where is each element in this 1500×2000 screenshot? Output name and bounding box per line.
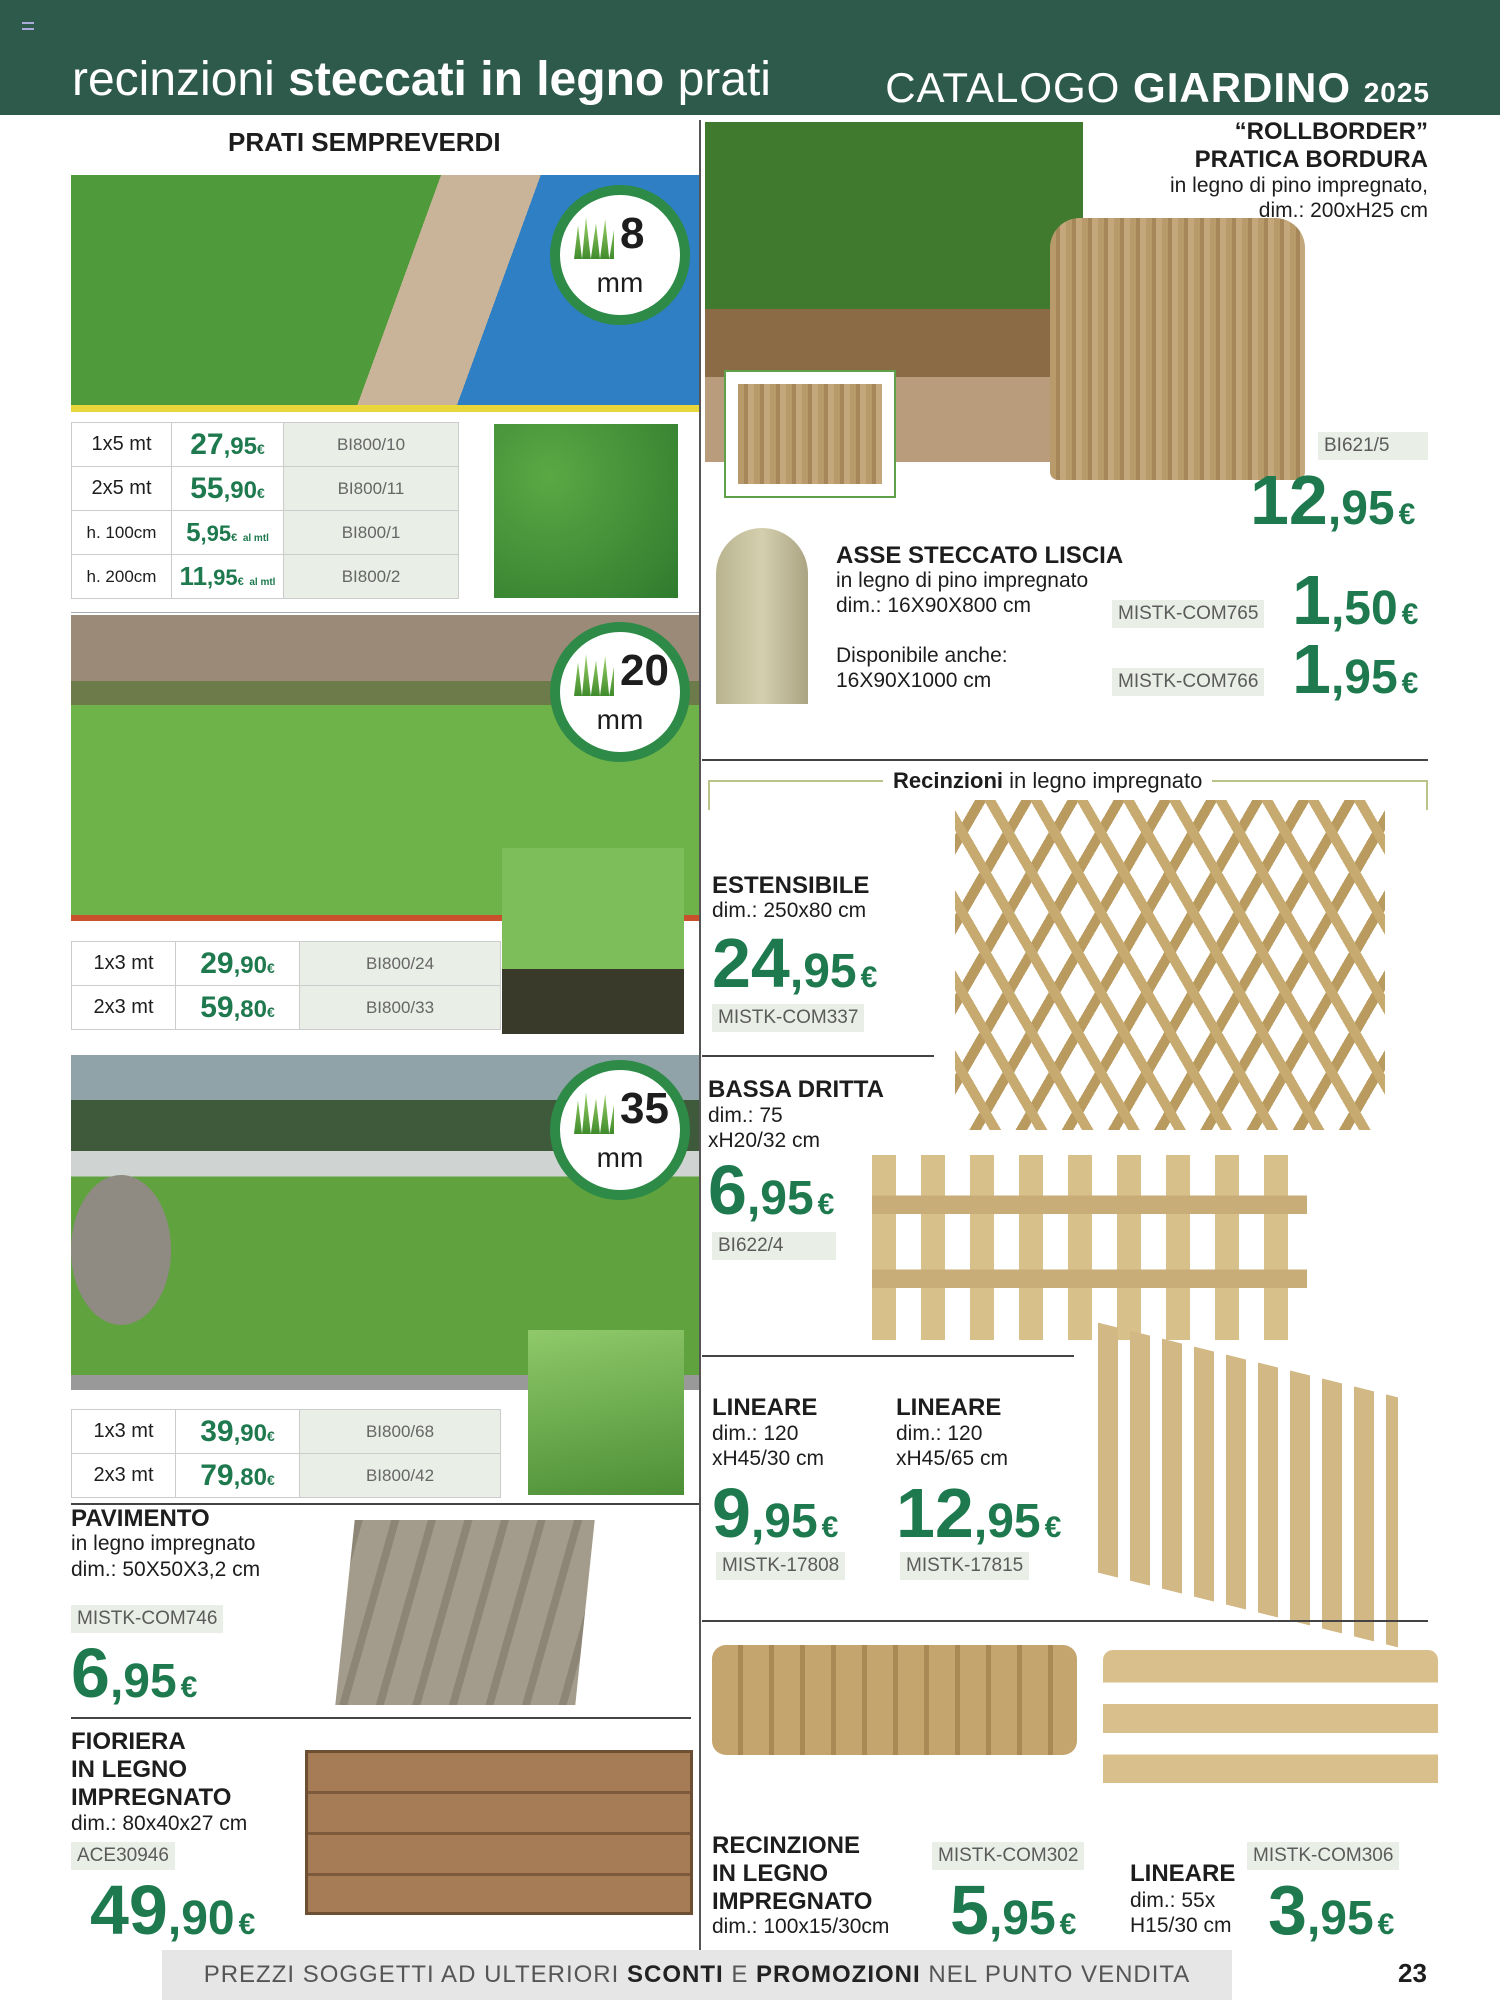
lawn-20mm-price-table — [71, 941, 501, 1030]
catalog-title: CATALOGO GIARDINO 2025 — [885, 64, 1430, 111]
lawn-8mm-swatch — [494, 424, 678, 598]
column-divider — [699, 120, 701, 1950]
footer-banner: PREZZI SOGGETTI AD ULTERIORI SCONTI E PROMOZIONI NEL PUNTO VENDITA — [162, 1950, 1232, 2000]
bassa-dim-2: xH20/32 cm — [708, 1129, 821, 1152]
rollborder-price: 12,95 € — [1250, 461, 1416, 539]
bassa-price: 6,95 € — [708, 1151, 835, 1229]
table-row: 1x5 mt 27,95€ BI800/10 — [72, 423, 459, 467]
asse-photo — [716, 528, 808, 704]
rollborder-name: “ROLLBORDER” — [1234, 118, 1428, 145]
grass-icon — [574, 1092, 614, 1134]
lawn-35mm-swatch — [528, 1330, 684, 1495]
recinzione-code: MISTK-COM302 — [932, 1842, 1084, 1870]
asse-code-2: MISTK-COM766 — [1112, 668, 1264, 696]
rollborder-thumb-wood — [738, 384, 882, 484]
grass-icon — [574, 654, 614, 696]
lineare-2-price: 12,95 € — [896, 1474, 1062, 1552]
lineare-1-code: MISTK-17808 — [716, 1552, 845, 1580]
pavimento-price: 6,95 € — [71, 1634, 198, 1712]
fioriera-photo — [305, 1750, 693, 1915]
estensibile-photo — [955, 800, 1385, 1130]
rollborder-name-2: PRATICA BORDURA — [1194, 146, 1428, 173]
page-number: 23 — [1398, 1958, 1427, 1988]
recinzione-name-2: IN LEGNO — [712, 1860, 829, 1887]
recinzione-name: RECINZIONE — [712, 1832, 861, 1859]
estensibile-dim: dim.: 250x80 cm — [712, 899, 867, 922]
lineare-3-photo — [1103, 1650, 1438, 1830]
recinzioni-title: Recinzioni in legno impregnato — [883, 768, 1212, 795]
bassa-dim: dim.: 75 — [708, 1104, 783, 1127]
asse-available: Disponibile anche: — [836, 644, 1008, 667]
lawn-35mm-badge: 35 mm — [550, 1060, 690, 1200]
pavimento-code: MISTK-COM746 — [71, 1605, 223, 1633]
bassa-code: BI622/4 — [712, 1232, 836, 1260]
fioriera-dim: dim.: 80x40x27 cm — [71, 1812, 248, 1835]
asse-dim: dim.: 16X90X800 cm — [836, 594, 1031, 617]
asse-code-1: MISTK-COM765 — [1112, 600, 1264, 628]
table-row: 1x3 mt 29,90€ BI800/24 — [72, 942, 501, 986]
lineare-1-dim: dim.: 120 — [712, 1422, 799, 1445]
fioriera-name-2: IN LEGNO — [71, 1756, 188, 1783]
lawns-title: PRATI SEMPREVERDI — [228, 127, 501, 157]
table-row: 2x5 mt 55,90€ BI800/11 — [72, 467, 459, 511]
bassa-photo — [872, 1155, 1307, 1340]
grass-icon — [574, 217, 614, 259]
recinzione-dim: dim.: 100x15/30cm — [712, 1915, 890, 1938]
lawn-20mm-swatch — [502, 848, 684, 1034]
lineare-3-name: LINEARE — [1130, 1860, 1236, 1887]
pavimento-name: PAVIMENTO — [71, 1505, 210, 1532]
recinzione-price: 5,95 € — [950, 1871, 1077, 1949]
table-row: 2x3 mt 79,80€ BI800/42 — [72, 1454, 501, 1498]
divider — [71, 1717, 691, 1719]
rollborder-photo — [1050, 218, 1305, 480]
lineare-photo — [1098, 1323, 1398, 1648]
lineare-1-name: LINEARE — [712, 1394, 818, 1421]
page-title: recinzioni steccati in legno prati — [72, 53, 771, 106]
recinzione-name-3: IMPREGNATO — [712, 1888, 873, 1915]
divider — [702, 1620, 1428, 1622]
lineare-2-code: MISTK-17815 — [900, 1552, 1029, 1580]
estensibile-name: ESTENSIBILE — [712, 872, 870, 899]
lineare-1-dim-2: xH45/30 cm — [712, 1447, 825, 1470]
lineare-1-price: 9,95 € — [712, 1474, 839, 1552]
estensibile-price: 24,95 € — [712, 924, 878, 1002]
estensibile-code: MISTK-COM337 — [712, 1004, 864, 1032]
pavimento-dim: dim.: 50X50X3,2 cm — [71, 1558, 261, 1581]
pavimento-desc: in legno impregnato — [71, 1532, 256, 1555]
fioriera-code: ACE30946 — [71, 1842, 175, 1870]
asse-name: ASSE STECCATO LISCIA — [836, 542, 1124, 569]
lineare-2-dim: dim.: 120 — [896, 1422, 983, 1445]
table-row: h. 200cm 11,95€ al mtl BI800/2 — [72, 555, 459, 599]
lineare-3-dim-2: H15/30 cm — [1130, 1914, 1232, 1937]
table-row: h. 100cm 5,95€ al mtl BI800/1 — [72, 511, 459, 555]
lineare-3-code: MISTK-COM306 — [1247, 1842, 1399, 1870]
rollborder-desc: in legno di pino impregnato, — [1169, 174, 1428, 197]
lineare-2-name: LINEARE — [896, 1394, 1002, 1421]
asse-desc: in legno di pino impregnato — [836, 569, 1089, 592]
rock-shape — [71, 1175, 171, 1325]
divider — [71, 612, 699, 613]
divider — [702, 1355, 1074, 1357]
menu-icon[interactable] — [22, 22, 34, 30]
divider — [702, 759, 1428, 761]
bassa-name: BASSA DRITTA — [708, 1076, 884, 1103]
page-header — [0, 0, 1500, 115]
fioriera-name: FIORIERA — [71, 1728, 186, 1755]
fioriera-name-3: IMPREGNATO — [71, 1784, 232, 1811]
recinzione-photo — [712, 1645, 1077, 1755]
asse-price-1: 1,50 € — [1292, 561, 1419, 639]
lineare-2-dim-2: xH45/65 cm — [896, 1447, 1009, 1470]
table-row: 1x3 mt 39,90€ BI800/68 — [72, 1410, 501, 1454]
lawn-35mm-price-table — [71, 1409, 501, 1498]
lawn-8mm-stripe — [71, 405, 699, 412]
table-row: 2x3 mt 59,80€ BI800/33 — [72, 986, 501, 1030]
lawn-8mm-badge: 8 mm — [550, 185, 690, 325]
rollborder-dim: dim.: 200xH25 cm — [1258, 199, 1428, 222]
fioriera-price: 49,90 € — [90, 1871, 256, 1949]
lineare-3-dim: dim.: 55x — [1130, 1889, 1216, 1912]
lawn-8mm-price-table — [71, 422, 459, 599]
asse-price-2: 1,95 € — [1292, 630, 1419, 708]
rollborder-code: BI621/5 — [1318, 432, 1428, 460]
lawn-20mm-badge: 20 mm — [550, 622, 690, 762]
rollborder-thumb — [724, 370, 896, 498]
asse-available-dim: 16X90X1000 cm — [836, 669, 992, 692]
divider — [702, 1055, 934, 1057]
pavimento-photo — [335, 1520, 594, 1705]
lineare-3-price: 3,95 € — [1268, 1871, 1395, 1949]
